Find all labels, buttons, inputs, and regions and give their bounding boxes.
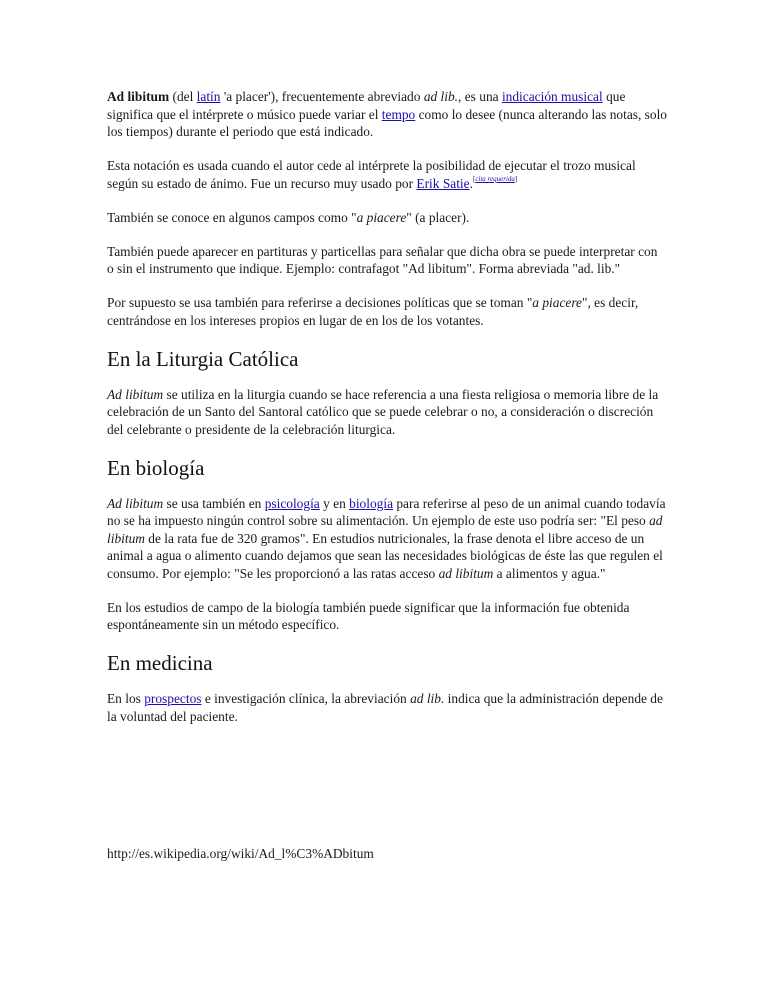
- article-body: [107, 88, 667, 742]
- link-psicologia[interactable]: psicología: [264, 495, 320, 511]
- link-indicacion-musical[interactable]: indicación musical: [501, 89, 603, 104]
- intro-paragraph: Ad libitum (del latín 'a placer'), frecuentemente abreviado ad lib., es una indicación musical que significa que el intérprete o músico puede variar el tempo como lo desee (nunca alterando las notas, solo los tiempos) durante el periodo que está indicado.: [107, 89, 668, 139]
- term-bold: Ad libitum: [107, 89, 170, 104]
- heading-biologia: En biología: [107, 455, 205, 480]
- paragraph-liturgia: Ad libitum se utiliza en la liturgia cuando se hace referencia a una fiesta religiosa o memoria libre de la celebración de un Santo del Santoral católico que se puede celebrar o no, a consideración o discreción del celebrante o presidente de la celebración liturgica.: [107, 386, 659, 437]
- link-erik-satie[interactable]: Erik Satie: [416, 175, 470, 191]
- paragraph-partituras: También puede aparecer en partituras y particellas para señalar que dicha obra se puede interpretar con o sin el instrumento que indique. Ejemplo: contrafagot "Ad libitum". Forma abreviada "ad. lib.": [107, 243, 658, 276]
- paragraph-satie: Esta notación es usada cuando el autor cede al intérprete la posibilidad de ejecutar el trozo musical según su estado de ánimo. Fue un recurso muy usado por Erik Satie.[cita requerida]: [107, 158, 636, 191]
- link-prospectos[interactable]: prospectos: [144, 691, 202, 706]
- link-tempo[interactable]: tempo: [381, 106, 416, 122]
- citation-needed: [cita requerida]: [472, 174, 518, 183]
- paragraph-piacere: También se conoce en algunos campos como "a piacere" (a placer).: [107, 209, 470, 225]
- paragraph-biologia-campo: En los estudios de campo de la biología también puede significar que la información fue obtenida espontáneamente sin un método específico.: [107, 599, 630, 632]
- link-biologia[interactable]: biología: [349, 495, 394, 511]
- link-cita-requerida[interactable]: cita requerida: [475, 174, 515, 183]
- paragraph-politicas: Por supuesto se usa también para referirse a decisiones políticas que se toman "a piacere", es decir, centrándose en los intereses propios en lugar de en los de los votantes.: [107, 295, 639, 328]
- source-url: http://es.wikipedia.org/wiki/Ad_l%C3%ADbitum: [107, 846, 374, 861]
- abbr-italic: ad lib.: [423, 89, 459, 104]
- link-latin[interactable]: latín: [196, 89, 221, 104]
- heading-liturgia: En la Liturgia Católica: [107, 346, 299, 371]
- paragraph-medicina: En los prospectos e investigación clínica, la abreviación ad lib. indica que la administración depende de la voluntad del paciente.: [107, 691, 663, 724]
- paragraph-biologia: Ad libitum se usa también en psicología y en biología para referirse al peso de un animal cuando todavía no se ha impuesto ningún control sobre su alimentación. Un ejemplo de este uso podría ser: "El peso ad libitum de la rata fue de 320 gramos". En estudios nutricionales, la frase denota el libre acceso de un animal a agua o alimento cuando dejamos que sean las necesidades biológicas de éste las que regulen el consumo. Por ejemplo: "Se les proporcionó a las ratas acceso ad libitum a alimentos y agua.": [107, 495, 666, 581]
- heading-medicina: En medicina: [107, 651, 213, 675]
